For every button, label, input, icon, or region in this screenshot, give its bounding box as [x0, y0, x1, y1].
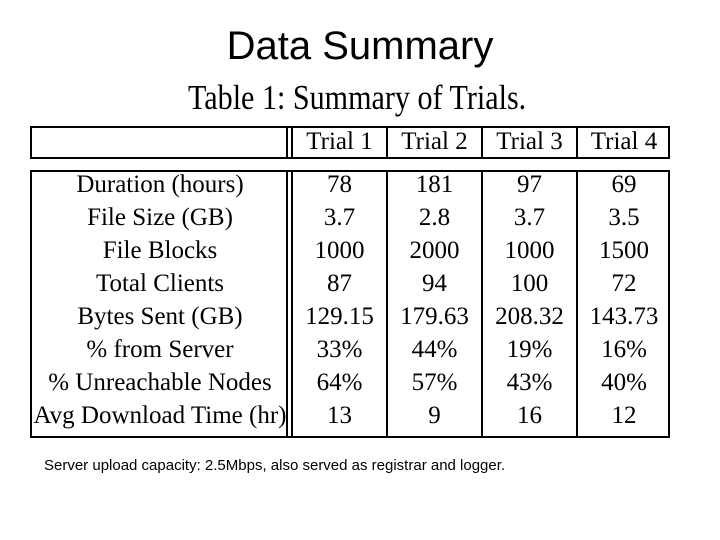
cell-avg-download-time-trial-1: 13 [327, 402, 352, 429]
cell-file-blocks-trial-2: 2000 [409, 237, 460, 264]
row-label-file-blocks: File Blocks [102, 237, 218, 264]
cell-file-blocks-trial-1: 1000 [314, 237, 365, 264]
cell-unreachable-nodes-trial-1: 64% [316, 369, 363, 396]
cell-duration-trial-1: 78 [327, 171, 352, 198]
cell-file-size-trial-2: 2.8 [418, 204, 451, 231]
cell-duration-trial-4: 69 [611, 171, 637, 198]
row-label-unreachable-nodes: % Unreachable Nodes [48, 369, 272, 396]
footnote: Server upload capacity: 2.5Mbps, also served as registrar and logger. [44, 457, 506, 474]
column-header-trial-4: Trial 4 [590, 128, 658, 155]
column-divider [286, 126, 288, 159]
cell-total-clients-trial-1: 87 [327, 270, 352, 297]
cell-from-server-trial-1: 33% [316, 336, 363, 363]
cell-unreachable-nodes-trial-3: 43% [506, 369, 553, 396]
cell-total-clients-trial-4: 72 [611, 270, 637, 297]
cell-bytes-sent-trial-2: 179.63 [400, 303, 469, 330]
cell-file-blocks-trial-4: 1500 [599, 237, 649, 264]
cell-avg-download-time-trial-3: 16 [517, 402, 542, 429]
cell-avg-download-time-trial-2: 9 [428, 402, 441, 429]
column-header-trial-3: Trial 3 [496, 128, 563, 155]
cell-file-size-trial-3: 3.7 [513, 204, 546, 231]
cell-file-size-trial-1: 3.7 [323, 204, 356, 231]
slide-title: Data Summary [226, 24, 494, 68]
cell-unreachable-nodes-trial-2: 57% [411, 369, 458, 396]
cell-total-clients-trial-2: 94 [422, 270, 447, 297]
cell-file-blocks-trial-3: 1000 [504, 237, 555, 264]
cell-file-size-trial-4: 3.5 [608, 204, 640, 231]
cell-bytes-sent-trial-3: 208.32 [495, 303, 564, 330]
column-header-trial-2: Trial 2 [401, 128, 468, 155]
cell-duration-trial-2: 181 [415, 171, 454, 198]
cell-from-server-trial-2: 44% [411, 336, 458, 363]
row-label-duration: Duration (hours) [76, 171, 244, 198]
row-label-bytes-sent: Bytes Sent (GB) [77, 303, 243, 330]
cell-avg-download-time-trial-4: 12 [611, 402, 637, 429]
cell-duration-trial-3: 97 [517, 171, 542, 198]
cell-from-server-trial-3: 19% [506, 336, 553, 363]
row-label-from-server: % from Server [86, 336, 234, 363]
cell-total-clients-trial-3: 100 [510, 270, 549, 297]
row-label-file-size: File Size (GB) [87, 204, 233, 231]
table-caption: Table 1: Summary of Trials. [188, 78, 527, 117]
row-label-avg-download-time: Avg Download Time (hr) [33, 402, 287, 429]
column-header-trial-1: Trial 1 [306, 128, 373, 155]
cell-bytes-sent-trial-4: 143.73 [589, 303, 659, 330]
cell-bytes-sent-trial-1: 129.15 [305, 303, 374, 330]
cell-from-server-trial-4: 16% [601, 336, 647, 363]
cell-unreachable-nodes-trial-4: 40% [601, 369, 647, 396]
row-label-total-clients: Total Clients [95, 270, 225, 297]
